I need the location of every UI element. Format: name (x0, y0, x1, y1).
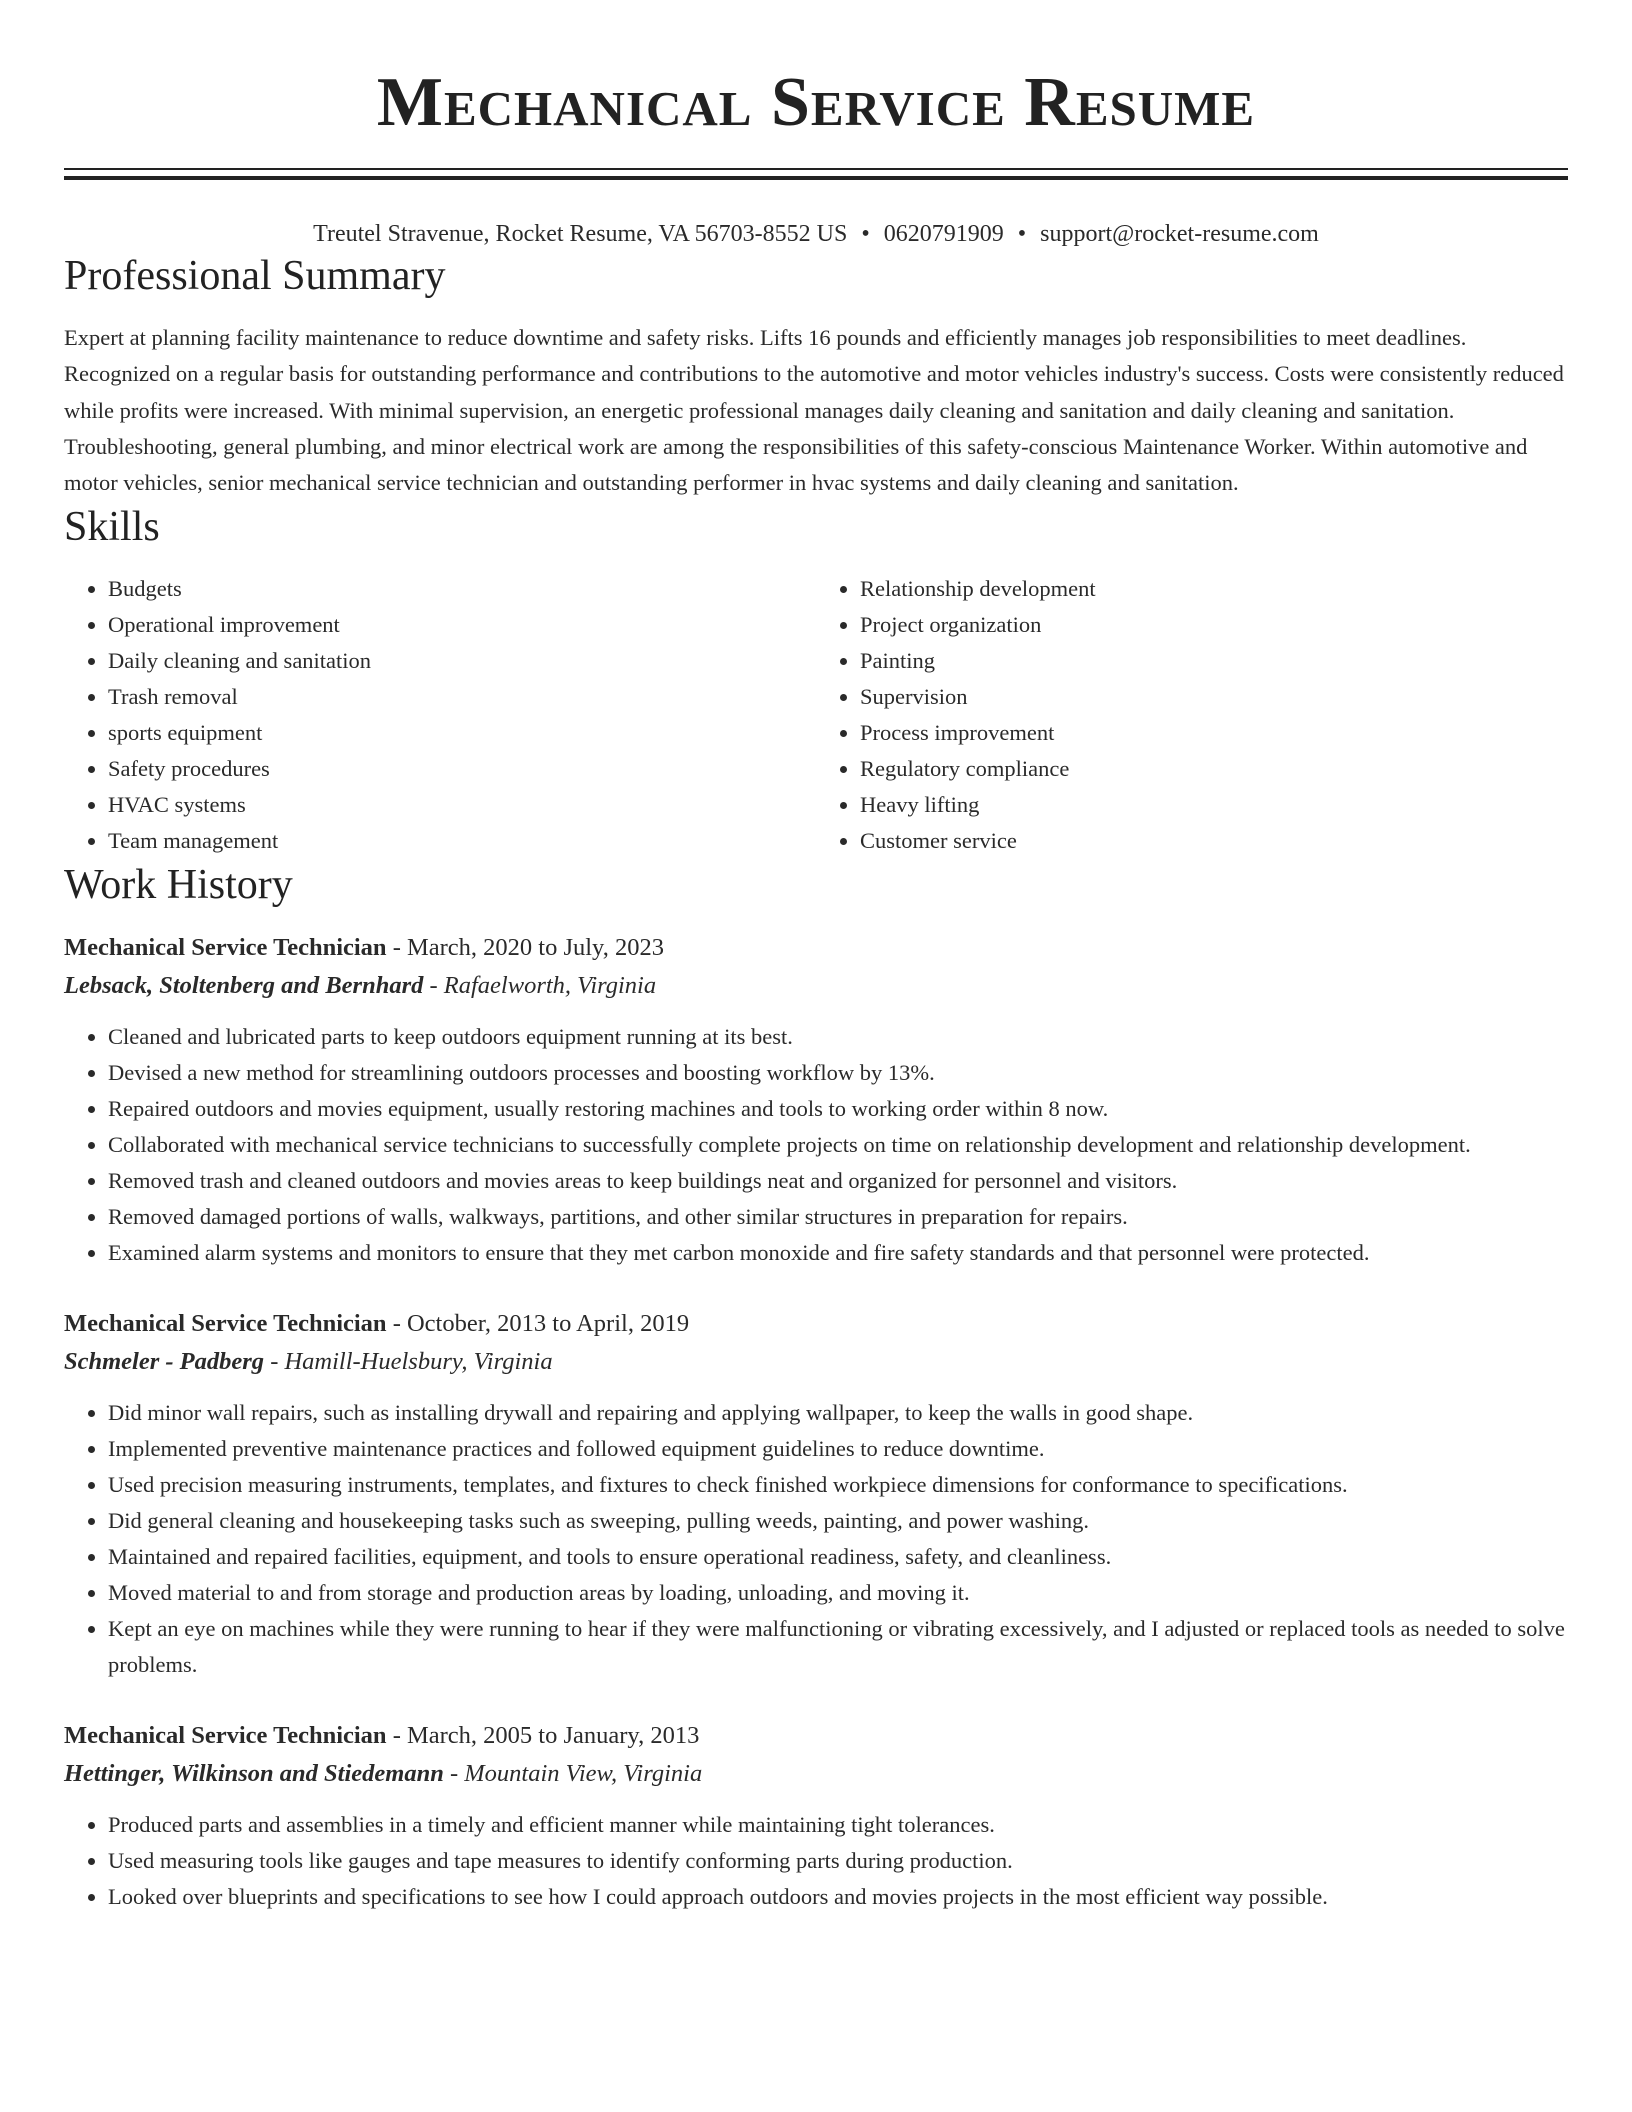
job-bullet: • Did general cleaning and housekeeping tasks such as sweeping, pulling weeds, painting, and power washing. (108, 1503, 1568, 1539)
job-dates: - October, 2013 to April, 2019 (386, 1310, 690, 1338)
resume-title: Mechanical Service Resume (376, 64, 1256, 141)
job-company: Lebsack, Stoltenberg and Bernhard (64, 972, 424, 1000)
job-bullet: • Used measuring tools like gauges and tape measures to identify conforming parts during production. (108, 1843, 1568, 1879)
skill-item: • Team management (108, 823, 816, 859)
skills-column-right (816, 571, 1568, 859)
job-bullet: • Repaired outdoors and movies equipment, usually restoring machines and tools to working order within 8 now. (108, 1091, 1568, 1127)
skill-item: • Budgets (108, 571, 816, 607)
skill-item: • Process improvement (860, 715, 1568, 751)
job-company: Schmeler - Padberg (64, 1348, 265, 1376)
skills-grid (64, 571, 1568, 859)
job-company-line (64, 967, 1568, 1005)
contact-email: support@rocket-resume.com (1040, 221, 1319, 247)
job-bullet: • Did minor wall repairs, such as installing drywall and repairing and applying wallpaper, to keep the walls in good shape. (108, 1395, 1568, 1431)
contact-address: Treutel Stravenue, Rocket Resume, VA 56703-8552 US (313, 221, 848, 247)
contact-separator: • (1017, 221, 1027, 247)
job-entry (64, 1305, 1568, 1683)
job-bullet: • Produced parts and assemblies in a timely and efficient manner while maintaining tight tolerances. (108, 1807, 1568, 1843)
skill-item: • sports equipment (108, 715, 816, 751)
job-bullet: • Moved material to and from storage and production areas by loading, unloading, and moving it. (108, 1575, 1568, 1611)
work-history-heading: Work History (64, 862, 293, 909)
job-bullet: • Removed damaged portions of walls, walkways, partitions, and other similar structures in preparation for repairs. (108, 1199, 1568, 1235)
title-divider-thin (64, 168, 1568, 170)
summary-text: Expert at planning facility maintenance to reduce downtime and safety risks. Lifts 16 pounds and efficiently manages job responsibilities to meet deadlines. Recognized on a regular basis for outstanding performance and contributions to the automotive and motor vehicles industry's success. Costs were consistently reduced while profits were increased. With minimal supervision, an energetic professional manages daily cleaning and sanitation and daily cleaning and sanitation. Troubleshooting, general plumbing, and minor electrical work are among the responsibilities of this safety-conscious Maintenance Worker. Within automotive and motor vehicles, senior mechanical service technician and outstanding performer in hvac systems and daily cleaning and sanitation. (64, 325, 1564, 496)
skill-item: • Painting (860, 643, 1568, 679)
skill-item: • Customer service (860, 823, 1568, 859)
job-bullet: • Devised a new method for streamlining outdoors processes and boosting workflow by 13%. (108, 1055, 1568, 1091)
skill-item: • Heavy lifting (860, 787, 1568, 823)
job-bullets (64, 1807, 1568, 1915)
job-bullet: • Implemented preventive maintenance practices and followed equipment guidelines to reduce downtime. (108, 1431, 1568, 1467)
job-bullets (64, 1019, 1568, 1271)
job-bullet: • Removed trash and cleaned outdoors and movies areas to keep buildings neat and organized for personnel and visitors. (108, 1163, 1568, 1199)
contact-phone: 0620791909 (883, 221, 1004, 247)
job-bullet: • Collaborated with mechanical service technicians to successfully complete projects on time on relationship development and relationship development. (108, 1127, 1568, 1163)
job-title-line (64, 1717, 1568, 1755)
job-bullets (64, 1395, 1568, 1683)
skill-item: • Supervision (860, 679, 1568, 715)
job-company: Hettinger, Wilkinson and Stiedemann (64, 1760, 444, 1788)
resume-page (64, 0, 1568, 1915)
job-bullet: • Cleaned and lubricated parts to keep outdoors equipment running at its best. (108, 1019, 1568, 1055)
skill-item: • Regulatory compliance (860, 751, 1568, 787)
summary-heading: Professional Summary (64, 253, 446, 299)
job-entry (64, 929, 1568, 1271)
skill-item: • Safety procedures (108, 751, 816, 787)
job-title: Mechanical Service Technician (64, 1722, 387, 1750)
job-location: - Rafaelworth, Virginia (423, 972, 657, 1000)
job-dates: - March, 2020 to July, 2023 (386, 934, 664, 962)
skill-item: • Relationship development (860, 571, 1568, 607)
skill-item: • Trash removal (108, 679, 816, 715)
skill-item: • HVAC systems (108, 787, 816, 823)
job-bullet: • Maintained and repaired facilities, equipment, and tools to ensure operational readiness, safety, and cleanliness. (108, 1539, 1568, 1575)
job-bullet: • Examined alarm systems and monitors to ensure that they met carbon monoxide and fire safety standards and that personnel were protected. (108, 1235, 1568, 1271)
contact-separator: • (861, 221, 870, 247)
title-divider-thick (64, 176, 1568, 180)
job-title-line (64, 929, 1568, 967)
job-title: Mechanical Service Technician (64, 934, 387, 962)
skills-heading: Skills (64, 504, 160, 551)
skills-column-left (64, 571, 816, 859)
job-location: - Hamill-Huelsbury, Virginia (264, 1348, 553, 1376)
contact-line (64, 218, 1568, 250)
job-title-line (64, 1305, 1568, 1343)
skill-item: • Daily cleaning and sanitation (108, 643, 816, 679)
job-company-line (64, 1755, 1568, 1793)
job-title: Mechanical Service Technician (64, 1310, 387, 1338)
job-location: - Mountain View, Virginia (443, 1760, 703, 1788)
job-bullet: • Used precision measuring instruments, templates, and fixtures to check finished workpiece dimensions for conformance to specifications. (108, 1467, 1568, 1503)
job-dates: - March, 2005 to January, 2013 (386, 1722, 700, 1750)
job-bullet: • Looked over blueprints and specifications to see how I could approach outdoors and movies projects in the most efficient way possible. (108, 1879, 1568, 1915)
skill-item: • Operational improvement (108, 607, 816, 643)
job-company-line (64, 1343, 1568, 1381)
job-bullet: • Kept an eye on machines while they were running to hear if they were malfunctioning or vibrating excessively, and I adjusted or replaced tools as needed to solve problems. (108, 1611, 1568, 1683)
skill-item: • Project organization (860, 607, 1568, 643)
job-entry (64, 1717, 1568, 1915)
